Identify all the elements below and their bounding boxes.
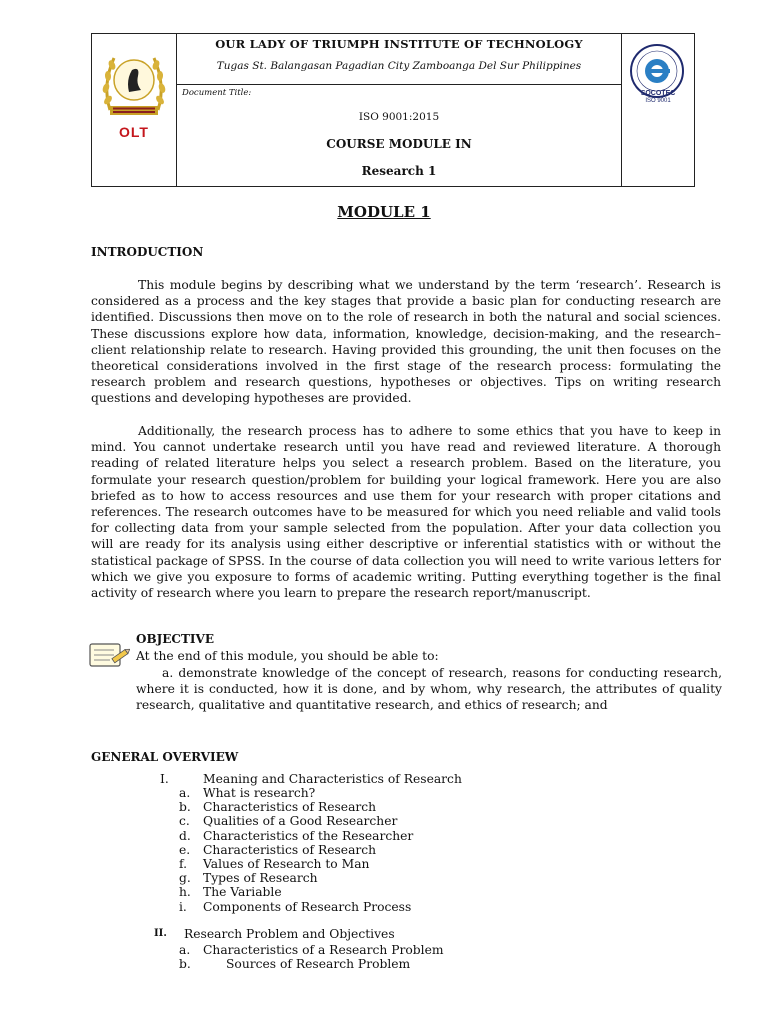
notepad-pencil-icon	[88, 640, 130, 670]
overview-list-item	[179, 943, 444, 957]
school-name: OUR LADY OF TRIUMPH INSTITUTE OF TECHNOLOGY	[215, 37, 583, 51]
header-table	[91, 33, 695, 187]
overview-item-key: d.	[179, 828, 191, 843]
cert-name: SOCOTEC	[640, 90, 676, 97]
section-1-title: Meaning and Characteristics of Research	[203, 772, 462, 786]
overview-item-text: Sources of Research Problem	[226, 957, 411, 972]
overview-item-text: What is research?	[203, 786, 316, 800]
certification-cell	[621, 34, 694, 186]
general-overview-heading: GENERAL OVERVIEW	[91, 750, 239, 764]
objective-item-a: a. demonstrate knowledge of the concept of research, reasons for conducting research, where it is conducted, how it is done, and by whom, why research, the attributes of quality research, qualitative and quantitative research, and ethics of research; and	[136, 666, 722, 713]
overview-item-key: b.	[179, 957, 191, 972]
section-1-list	[179, 786, 413, 914]
course-module-label: COURSE MODULE IN	[326, 137, 472, 151]
objective-heading: OBJECTIVE	[136, 632, 214, 646]
overview-item-key: a.	[179, 943, 191, 957]
overview-list-item	[179, 843, 413, 857]
module-title: MODULE 1	[337, 203, 431, 221]
cert-standard: ISO 9001	[645, 98, 671, 104]
overview-list-item	[179, 871, 413, 885]
overview-list-item	[179, 829, 413, 843]
introduction-heading: INTRODUCTION	[91, 245, 204, 259]
overview-item-key: f.	[179, 856, 188, 871]
overview-item-key: b.	[179, 800, 191, 815]
overview-list-item	[179, 857, 413, 871]
introduction-paragraph-2: Additionally, the research process has to adhere to some ethics that you have to keep in mind. You cannot undertake research until you have read and reviewed literature. A thorough reading of related literature helps you select a research problem. Based on the literature, you formulate your research question/problem for building your logical framework. Here you are also briefed as to how to access resources and use them for your research with proper citations and references. The research outcomes have to be measured for which you need reliable and valid tools for collecting data from your sample selected from the population. After your data collection you will are ready for its analysis using either descriptive or inferential statistics with or without the statistical package of SPSS. In the course of data collection you will need to write various letters for which we give you exposure to forms of academic writing. Putting everything together is the final activity of research where you learn to prepare the research report/manuscript.	[91, 424, 721, 601]
overview-item-text: Types of Research	[203, 871, 318, 886]
overview-item-text: Values of Research to Man	[203, 856, 370, 871]
introduction-paragraph-1: This module begins by describing what we understand by the term ‘research’. Research is considered as a process and the key stages that provide a basic plan for conducting research are identified. Discussions then move on to the role of research in both the natural and social sciences. These discussions explore how data, information, knowledge, decision-making, and the research–client relationship relate to research. Having provided this grounding, the unit then focuses on the theoretical considerations involved in the first stage of the research process: formulating the research problem and research questions, hypotheses or objectives. Tips on writing research questions and developing hypotheses are provided.	[91, 278, 721, 406]
overview-item-text: Qualities of a Good Researcher	[203, 814, 398, 829]
school-logo-text: OLT	[119, 124, 149, 140]
overview-item-text: Components of Research Process	[203, 899, 412, 914]
overview-list-item	[179, 814, 413, 828]
overview-item-key: i.	[179, 899, 187, 914]
school-address: Tugas St. Balangasan Pagadian City Zamboanga Del Sur Philippines	[216, 60, 582, 72]
section-2-number: II.	[154, 928, 167, 939]
iso-standard: ISO 9001:2015	[358, 111, 440, 123]
section-2-list	[179, 943, 444, 971]
section-2-title: Research Problem and Objectives	[184, 927, 395, 941]
overview-list-item	[179, 786, 413, 800]
header-divider	[176, 84, 622, 85]
overview-item-key: g.	[179, 871, 191, 886]
overview-list-item	[179, 957, 444, 971]
overview-item-text: Characteristics of Research	[203, 842, 377, 857]
overview-list-item	[179, 800, 413, 814]
overview-list-item	[179, 900, 413, 914]
overview-item-text: Characteristics of the Researcher	[203, 828, 414, 843]
overview-list-item	[179, 885, 413, 899]
overview-item-key: e.	[179, 842, 191, 857]
overview-item-key: a.	[179, 786, 191, 800]
overview-item-key: h.	[179, 885, 191, 900]
overview-item-key: c.	[179, 814, 190, 829]
document-title-label: Document Title:	[182, 88, 252, 98]
school-logo-cell	[92, 34, 177, 186]
overview-item-text: Characteristics of Research	[203, 800, 377, 815]
subject-name: Research 1	[361, 164, 437, 178]
overview-item-text: Characteristics of a Research Problem	[203, 943, 444, 957]
objective-lead: At the end of this module, you should be able to:	[136, 649, 439, 663]
overview-item-text: The Variable	[203, 885, 282, 900]
section-1-number: I.	[160, 772, 169, 786]
